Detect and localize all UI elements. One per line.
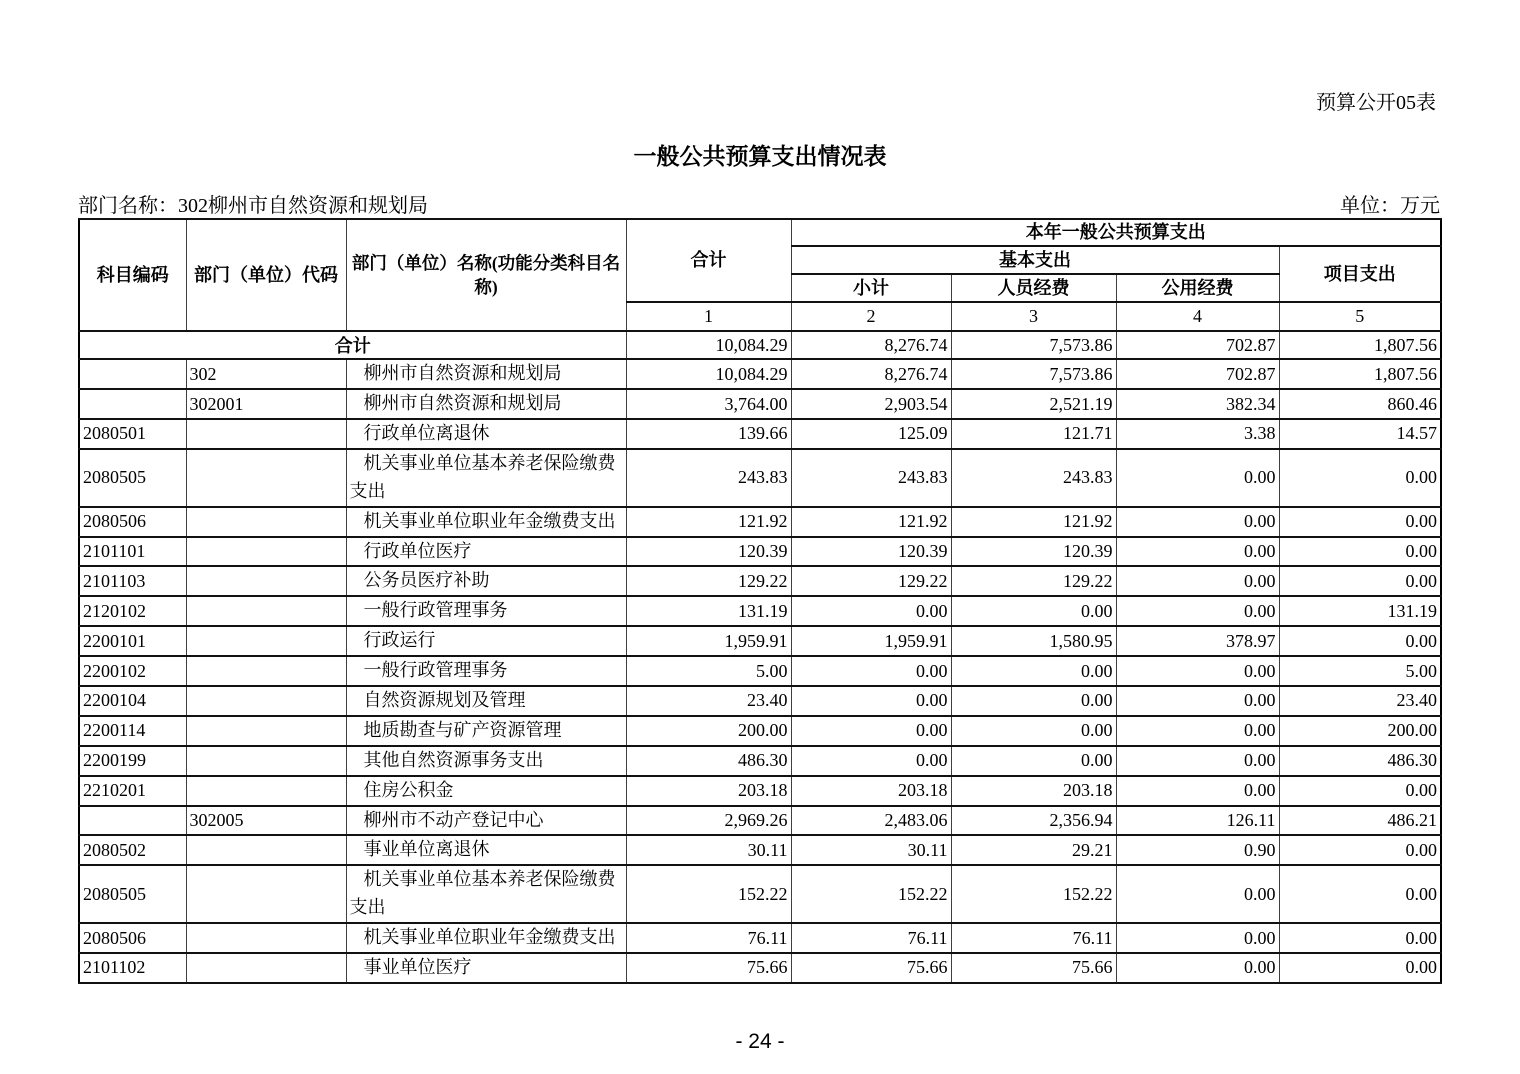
cell-public: 0.00 xyxy=(1116,537,1279,567)
cell-dept-code xyxy=(186,746,346,776)
cell-personnel: 2,356.94 xyxy=(951,806,1116,836)
cell-project: 0.00 xyxy=(1279,923,1441,953)
cell-name: 事业单位医疗 xyxy=(346,953,626,983)
table-row xyxy=(79,923,1441,953)
cell-personnel: 152.22 xyxy=(951,865,1116,923)
table-row xyxy=(79,389,1441,419)
cell-public: 0.00 xyxy=(1116,716,1279,746)
column-number: 5 xyxy=(1279,302,1441,331)
cell-dept-code: 302005 xyxy=(186,806,346,836)
cell-total: 5.00 xyxy=(626,656,791,686)
cell-public: 382.34 xyxy=(1116,389,1279,419)
cell-name: 公务员医疗补助 xyxy=(346,566,626,596)
cell-code: 2080506 xyxy=(79,507,186,537)
cell-name: 柳州市不动产登记中心 xyxy=(346,806,626,836)
column-number: 4 xyxy=(1116,302,1279,331)
cell-personnel: 1,580.95 xyxy=(951,626,1116,656)
col-header-current-year-expenditure: 本年一般公共预算支出 xyxy=(791,219,1441,246)
cell-subtotal: 0.00 xyxy=(791,686,951,716)
cell-name: 一般行政管理事务 xyxy=(346,656,626,686)
cell-subtotal: 76.11 xyxy=(791,923,951,953)
cell-subtotal: 152.22 xyxy=(791,865,951,923)
cell-code: 2200101 xyxy=(79,626,186,656)
cell-dept-code xyxy=(186,566,346,596)
cell-name: 行政运行 xyxy=(346,626,626,656)
cell-code xyxy=(79,389,186,419)
table-row xyxy=(79,537,1441,567)
table-row xyxy=(79,835,1441,865)
cell-public: 3.38 xyxy=(1116,419,1279,449)
cell-name: 地质勘查与矿产资源管理 xyxy=(346,716,626,746)
table-row xyxy=(79,806,1441,836)
cell-subtotal: 121.92 xyxy=(791,507,951,537)
cell-subtotal: 30.11 xyxy=(791,835,951,865)
cell-public: 126.11 xyxy=(1116,806,1279,836)
cell-dept-code xyxy=(186,686,346,716)
table-row xyxy=(79,686,1441,716)
col-header-project-expenditure: 项目支出 xyxy=(1279,246,1441,302)
cell-public: 0.00 xyxy=(1116,449,1279,507)
cell-dept-code xyxy=(186,596,346,626)
cell-name: 机关事业单位职业年金缴费支出 xyxy=(346,923,626,953)
cell-total: 152.22 xyxy=(626,865,791,923)
col-header-subject-code: 科目编码 xyxy=(79,219,186,331)
cell-project: 0.00 xyxy=(1279,776,1441,806)
cell-personnel: 0.00 xyxy=(951,716,1116,746)
table-row xyxy=(79,716,1441,746)
col-header-dept-code: 部门（单位）代码 xyxy=(186,219,346,331)
cell-subtotal: 0.00 xyxy=(791,746,951,776)
cell-personnel: 2,521.19 xyxy=(951,389,1116,419)
table-row xyxy=(79,449,1441,507)
col-header-basic-expenditure: 基本支出 xyxy=(791,246,1279,274)
cell-project: 0.00 xyxy=(1279,507,1441,537)
table-row xyxy=(79,626,1441,656)
cell-personnel: 129.22 xyxy=(951,566,1116,596)
budget-table xyxy=(78,218,1442,984)
cell-total: 1,959.91 xyxy=(626,626,791,656)
cell-code: 2080501 xyxy=(79,419,186,449)
cell-public: 0.00 xyxy=(1116,776,1279,806)
cell-project: 486.30 xyxy=(1279,746,1441,776)
cell-public: 0.00 xyxy=(1116,507,1279,537)
cell-name: 其他自然资源事务支出 xyxy=(346,746,626,776)
cell-name: 柳州市自然资源和规划局 xyxy=(346,359,626,389)
cell-subtotal: 2,483.06 xyxy=(791,806,951,836)
cell-dept-code xyxy=(186,953,346,983)
cell-public: 0.00 xyxy=(1116,566,1279,596)
cell-project: 860.46 xyxy=(1279,389,1441,419)
cell-personnel: 243.83 xyxy=(951,449,1116,507)
cell-project: 5.00 xyxy=(1279,656,1441,686)
cell-personnel: 76.11 xyxy=(951,923,1116,953)
cell-dept-code xyxy=(186,449,346,507)
cell-code: 2120102 xyxy=(79,596,186,626)
cell-project: 1,807.56 xyxy=(1279,331,1441,359)
cell-personnel: 0.00 xyxy=(951,596,1116,626)
cell-public: 0.00 xyxy=(1116,923,1279,953)
cell-public: 0.00 xyxy=(1116,865,1279,923)
cell-subtotal: 2,903.54 xyxy=(791,389,951,419)
col-header-public-funds: 公用经费 xyxy=(1116,274,1279,302)
cell-personnel: 121.71 xyxy=(951,419,1116,449)
cell-project: 0.00 xyxy=(1279,953,1441,983)
unit-label: 单位：万元 xyxy=(1340,195,1440,217)
cell-total: 76.11 xyxy=(626,923,791,953)
cell-dept-code xyxy=(186,507,346,537)
cell-subtotal: 0.00 xyxy=(791,656,951,686)
cell-dept-code xyxy=(186,923,346,953)
cell-code: 2101103 xyxy=(79,566,186,596)
cell-total: 243.83 xyxy=(626,449,791,507)
page-title: 一般公共预算支出情况表 xyxy=(633,144,887,169)
cell-project: 0.00 xyxy=(1279,537,1441,567)
table-row xyxy=(79,419,1441,449)
form-number-label: 预算公开05表 xyxy=(1316,92,1436,114)
header-row-1 xyxy=(79,219,1441,246)
cell-code: 2080502 xyxy=(79,835,186,865)
cell-dept-code xyxy=(186,656,346,686)
cell-subtotal: 125.09 xyxy=(791,419,951,449)
table-row xyxy=(79,953,1441,983)
grand-total-row xyxy=(79,331,1441,359)
cell-project: 1,807.56 xyxy=(1279,359,1441,389)
cell-personnel: 75.66 xyxy=(951,953,1116,983)
cell-dept-code xyxy=(186,537,346,567)
cell-dept-code xyxy=(186,419,346,449)
table-row xyxy=(79,746,1441,776)
column-number: 3 xyxy=(951,302,1116,331)
table-row xyxy=(79,656,1441,686)
table-header xyxy=(79,219,1441,331)
cell-total: 200.00 xyxy=(626,716,791,746)
cell-code xyxy=(79,806,186,836)
cell-subtotal: 0.00 xyxy=(791,716,951,746)
cell-subtotal: 129.22 xyxy=(791,566,951,596)
col-header-total: 合计 xyxy=(626,219,791,302)
cell-name: 机关事业单位职业年金缴费支出 xyxy=(346,507,626,537)
col-header-subtotal: 小计 xyxy=(791,274,951,302)
cell-name: 行政单位离退休 xyxy=(346,419,626,449)
cell-name: 柳州市自然资源和规划局 xyxy=(346,389,626,419)
cell-personnel: 0.00 xyxy=(951,656,1116,686)
cell-code: 2200104 xyxy=(79,686,186,716)
cell-public: 702.87 xyxy=(1116,359,1279,389)
cell-personnel: 7,573.86 xyxy=(951,359,1116,389)
cell-total: 23.40 xyxy=(626,686,791,716)
grand-total-label: 合计 xyxy=(79,331,626,359)
cell-total: 139.66 xyxy=(626,419,791,449)
cell-total: 486.30 xyxy=(626,746,791,776)
cell-public: 378.97 xyxy=(1116,626,1279,656)
cell-personnel: 203.18 xyxy=(951,776,1116,806)
cell-code: 2101102 xyxy=(79,953,186,983)
cell-project: 131.19 xyxy=(1279,596,1441,626)
cell-name: 行政单位医疗 xyxy=(346,537,626,567)
cell-code xyxy=(79,359,186,389)
cell-project: 200.00 xyxy=(1279,716,1441,746)
cell-dept-code xyxy=(186,776,346,806)
cell-personnel: 0.00 xyxy=(951,746,1116,776)
cell-personnel: 29.21 xyxy=(951,835,1116,865)
table-row xyxy=(79,507,1441,537)
cell-subtotal: 8,276.74 xyxy=(791,331,951,359)
cell-dept-code xyxy=(186,716,346,746)
cell-personnel: 7,573.86 xyxy=(951,331,1116,359)
column-number: 1 xyxy=(626,302,791,331)
cell-name: 自然资源规划及管理 xyxy=(346,686,626,716)
col-header-personnel-funds: 人员经费 xyxy=(951,274,1116,302)
cell-name: 机关事业单位基本养老保险缴费支出 xyxy=(346,449,626,507)
cell-public: 0.00 xyxy=(1116,746,1279,776)
table-row xyxy=(79,596,1441,626)
cell-code: 2101101 xyxy=(79,537,186,567)
meta-row xyxy=(78,189,1440,218)
cell-name: 机关事业单位基本养老保险缴费支出 xyxy=(346,865,626,923)
cell-code: 2200199 xyxy=(79,746,186,776)
cell-project: 0.00 xyxy=(1279,835,1441,865)
cell-personnel: 120.39 xyxy=(951,537,1116,567)
cell-public: 702.87 xyxy=(1116,331,1279,359)
table-row xyxy=(79,359,1441,389)
cell-subtotal: 243.83 xyxy=(791,449,951,507)
cell-subtotal: 203.18 xyxy=(791,776,951,806)
cell-total: 129.22 xyxy=(626,566,791,596)
cell-total: 30.11 xyxy=(626,835,791,865)
table-row xyxy=(79,566,1441,596)
column-number: 2 xyxy=(791,302,951,331)
cell-public: 0.00 xyxy=(1116,953,1279,983)
table-body xyxy=(79,331,1441,983)
cell-code: 2200102 xyxy=(79,656,186,686)
cell-total: 120.39 xyxy=(626,537,791,567)
cell-project: 486.21 xyxy=(1279,806,1441,836)
cell-total: 2,969.26 xyxy=(626,806,791,836)
cell-dept-code: 302001 xyxy=(186,389,346,419)
col-header-dept-name: 部门（单位）名称(功能分类科目名称) xyxy=(346,219,626,331)
cell-project: 0.00 xyxy=(1279,566,1441,596)
cell-name: 一般行政管理事务 xyxy=(346,596,626,626)
cell-subtotal: 8,276.74 xyxy=(791,359,951,389)
cell-dept-code xyxy=(186,835,346,865)
cell-total: 131.19 xyxy=(626,596,791,626)
cell-dept-code xyxy=(186,865,346,923)
cell-total: 3,764.00 xyxy=(626,389,791,419)
cell-public: 0.00 xyxy=(1116,686,1279,716)
cell-code: 2080505 xyxy=(79,865,186,923)
table-row xyxy=(79,865,1441,923)
cell-code: 2080506 xyxy=(79,923,186,953)
cell-public: 0.90 xyxy=(1116,835,1279,865)
cell-subtotal: 75.66 xyxy=(791,953,951,983)
cell-public: 0.00 xyxy=(1116,656,1279,686)
cell-project: 14.57 xyxy=(1279,419,1441,449)
cell-code: 2200114 xyxy=(79,716,186,746)
cell-total: 10,084.29 xyxy=(626,331,791,359)
cell-subtotal: 1,959.91 xyxy=(791,626,951,656)
cell-code: 2210201 xyxy=(79,776,186,806)
department-name-label: 部门名称：302柳州市自然资源和规划局 xyxy=(78,195,428,217)
cell-name: 事业单位离退休 xyxy=(346,835,626,865)
cell-dept-code: 302 xyxy=(186,359,346,389)
page-number: - 24 - xyxy=(735,1030,785,1053)
cell-dept-code xyxy=(186,626,346,656)
cell-public: 0.00 xyxy=(1116,596,1279,626)
cell-project: 0.00 xyxy=(1279,449,1441,507)
cell-code: 2080505 xyxy=(79,449,186,507)
cell-subtotal: 0.00 xyxy=(791,596,951,626)
cell-project: 0.00 xyxy=(1279,626,1441,656)
cell-subtotal: 120.39 xyxy=(791,537,951,567)
cell-name: 住房公积金 xyxy=(346,776,626,806)
cell-total: 121.92 xyxy=(626,507,791,537)
cell-personnel: 0.00 xyxy=(951,686,1116,716)
cell-total: 203.18 xyxy=(626,776,791,806)
cell-total: 75.66 xyxy=(626,953,791,983)
cell-total: 10,084.29 xyxy=(626,359,791,389)
cell-project: 0.00 xyxy=(1279,865,1441,923)
cell-project: 23.40 xyxy=(1279,686,1441,716)
cell-personnel: 121.92 xyxy=(951,507,1116,537)
table-row xyxy=(79,776,1441,806)
